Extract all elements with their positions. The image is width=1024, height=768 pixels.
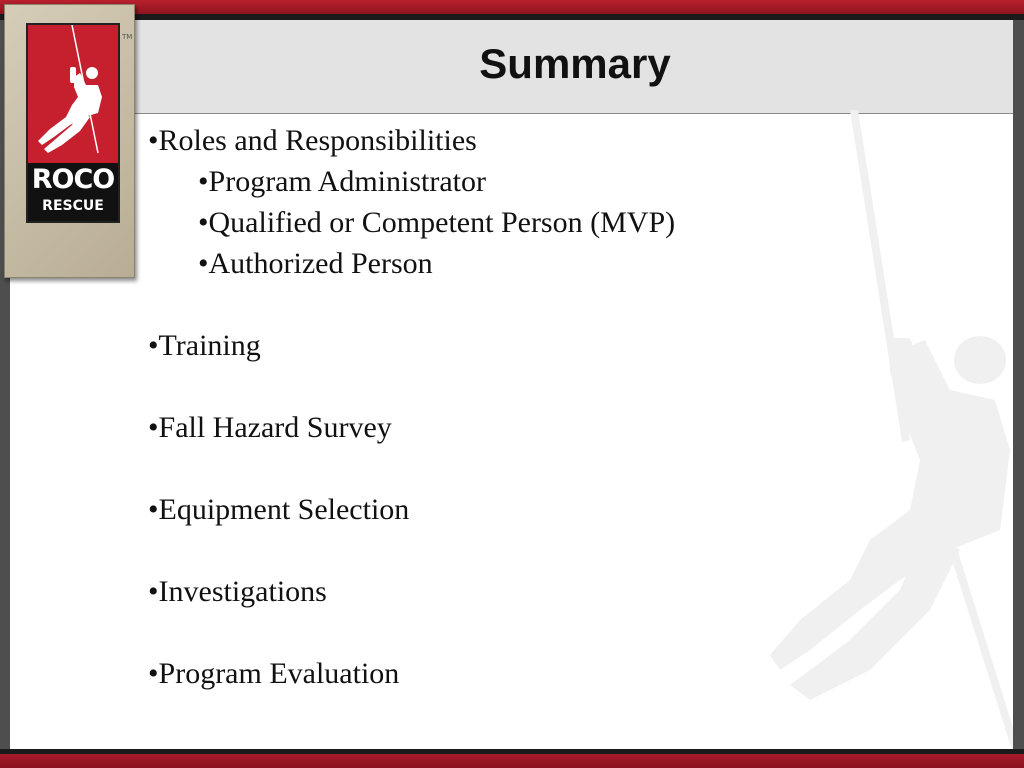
roco-rescue-logo [4,4,135,278]
logo-red-field [26,23,120,223]
logo-rescue-text: RESCUE [42,198,104,214]
list-spacer [148,284,675,325]
title-bar [10,20,1013,114]
rappeller-icon [28,25,118,163]
bullet-item: • Equipment Selection [148,489,675,530]
top-red-band [0,0,1024,14]
logo-roco-text: ROCO [31,164,115,195]
bullet-item: • Roles and Responsibilities [148,120,675,161]
content-panel [10,20,1013,749]
bullet-item: • Training [148,325,675,366]
rappeller-watermark-icon [750,110,1013,749]
list-spacer [148,448,675,489]
bullet-item: • Program Evaluation [148,653,675,694]
sub-bullet-item: • Program Administrator [148,161,675,202]
sub-bullet-item: • Authorized Person [148,243,675,284]
bullet-item: • Investigations [148,571,675,612]
logo-text-box [28,163,118,221]
list-spacer [148,530,675,571]
trademark-symbol: TM [122,33,133,41]
sub-bullet-item: • Qualified or Competent Person (MVP) [148,202,675,243]
list-spacer [148,366,675,407]
bottom-red-band [0,754,1024,768]
list-spacer [148,612,675,653]
bullet-item: • Fall Hazard Survey [148,407,675,448]
slide-title: Summary [479,40,671,87]
bullet-list [148,120,675,694]
